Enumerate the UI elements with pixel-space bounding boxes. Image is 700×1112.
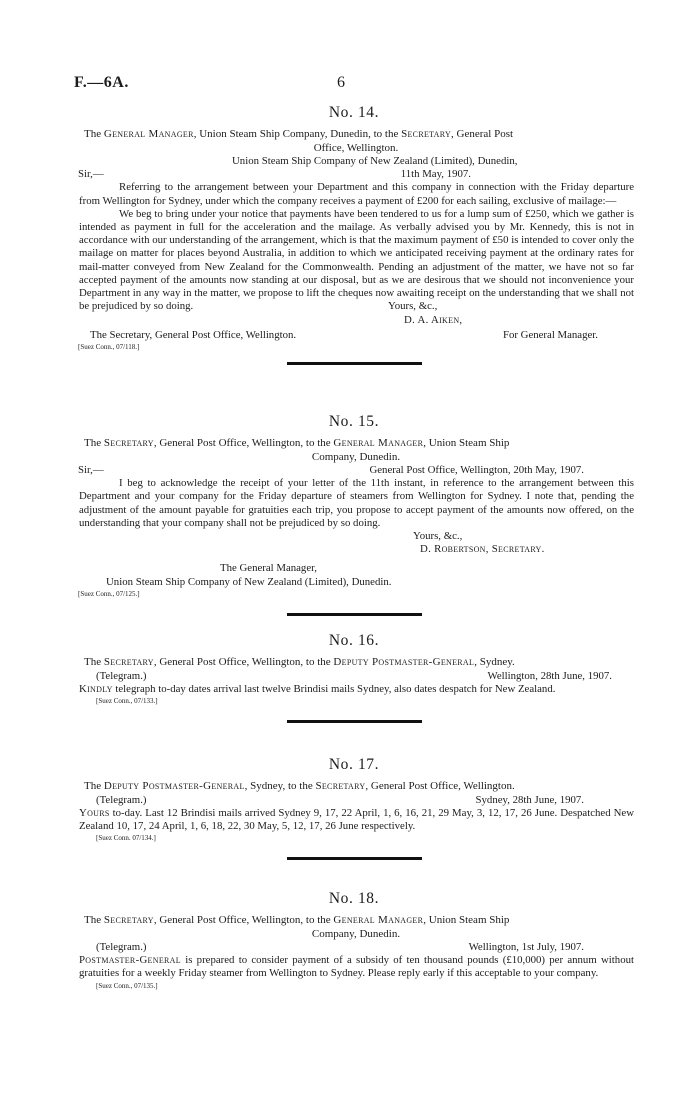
- letter-number: No. 18.: [328, 890, 380, 907]
- addressee: The Secretary, General Post Office, Wellington.: [90, 328, 297, 341]
- letter-place: Union Steam Ship Company of New Zealand (Limited), Dunedin,: [232, 155, 518, 167]
- letter-heading: The Deputy Postmaster-General, Sydney, to the Secretary, General Post Office, Wellington.: [84, 780, 515, 792]
- signer-title: For General Manager.: [502, 328, 598, 341]
- section-divider: [287, 613, 422, 616]
- letter-place-date: General Post Office, Wellington, 20th May, 1907.: [369, 464, 584, 476]
- body-paragraph: I beg to acknowledge the receipt of your letter of the 11th instant, in reference to the arrangement between this Department and your company for the Friday departure of steamers from Wellington for Sydney. I note that, pending the adjustment of the amount payable for gratuities each trip, you propose to accept payment of the amounts now offered, on the understanding that your company shall not be prejudiced by so doing.: [79, 477, 634, 529]
- file-reference: [Suez Conn., 07/133.]: [96, 696, 158, 705]
- letter-number: No. 14.: [328, 104, 380, 121]
- letter-heading: The Secretary, General Post Office, Wellington, to the Deputy Postmaster-General, Sydney.: [84, 656, 515, 668]
- file-reference: [Suez Conn., 07/135.]: [96, 981, 158, 990]
- letter-number: No. 15.: [328, 413, 380, 430]
- telegram-label: (Telegram.): [96, 669, 147, 682]
- body-paragraph: Referring to the arrangement between your Department and this company in connection with the Friday departure from Wellington for Sydney, under which the company receives a payment of £200 for each sailing, exclusive of mailage:—: [79, 181, 634, 207]
- salutation-date-row: [74, 168, 634, 181]
- telegram-label: (Telegram.): [96, 793, 147, 806]
- letter-number: No. 16.: [328, 632, 380, 649]
- section-divider: [287, 720, 422, 723]
- telegram-date-row: [74, 794, 634, 807]
- file-reference: [Suez Conn., 07/118.]: [78, 343, 140, 352]
- letter-no-15: [74, 413, 634, 616]
- addressee-row: [74, 329, 634, 342]
- page-number: 6: [337, 74, 345, 91]
- letter-place-date: Sydney, 28th June, 1907.: [475, 793, 584, 806]
- salutation-date-row: [74, 464, 634, 477]
- letter-no-17: [74, 756, 634, 860]
- addressee: The General Manager,: [220, 562, 317, 575]
- section-divider: [287, 362, 422, 365]
- letter-no-18: [74, 890, 634, 991]
- signer: D. Robertson, Secretary.: [420, 543, 545, 556]
- addressee: Union Steam Ship Company of New Zealand (Limited), Dunedin.: [106, 575, 392, 588]
- salutation: Sir,—: [78, 464, 104, 476]
- letter-no-14: [74, 104, 634, 365]
- letter-heading: The General Manager, Union Steam Ship Company, Dunedin, to the Secretary, General Post Office, Wellington.: [84, 128, 514, 154]
- letter-heading: The Secretary, General Post Office, Wellington, to the General Manager, Union Steam Ship Company, Dunedin.: [84, 437, 510, 463]
- telegram-body: Yours to-day. Last 12 Brindisi mails arrived Sydney 9, 17, 22 April, 1, 6, 16, 21, 29 May, 3, 12, 17, 26 June. Despatched New Zealand 10, 17, 24 April, 1, 6, 18, 22, 30 May, 5, 12, 17, 26 June respectively.: [79, 806, 634, 832]
- signer: D. A. Aiken,: [404, 313, 463, 326]
- telegram-body: Postmaster-General is prepared to consider payment of a subsidy of ten thousand pounds (£10,000) per annum without gratuities for a weekly Friday steamer from Wellington to Sydney. Please reply early if this acceptable to your company.: [79, 954, 634, 980]
- file-reference: [Suez Conn., 07/125.]: [78, 589, 140, 598]
- letter-no-16: [74, 632, 634, 723]
- telegram-date-row: [74, 941, 634, 954]
- document-code: F.—6A.: [74, 74, 129, 91]
- telegram-body: Kindly telegraph to-day dates arrival last twelve Brindisi mails Sydney, also dates despatch for New Zealand.: [79, 682, 556, 695]
- letter-number: No. 17.: [328, 756, 380, 773]
- letter-place-date: Wellington, 1st July, 1907.: [468, 941, 584, 953]
- letter-heading: The Secretary, General Post Office, Wellington, to the General Manager, Union Steam Ship Company, Dunedin.: [84, 914, 510, 940]
- letter-place-date: Wellington, 28th June, 1907.: [487, 669, 612, 682]
- closing: Yours, &c.,: [413, 530, 463, 543]
- section-divider: [287, 857, 422, 860]
- closing: Yours, &c.,: [388, 300, 438, 313]
- salutation: Sir,—: [78, 168, 104, 181]
- body-paragraph: We beg to bring under your notice that payments have been tendered to us for a lump sum of £250, which we gather is intended as payment in full for the acceleration and the mailage. As verbally advised you by Mr. Kennedy, this is not in accordance with our understanding of the arrangement, which is that the maximum payment of £50 is intended to cover only the mailage on matter for places beyond Australia, in addition to which we anticipated receiving payment at the ordinary rates for mail-matter conveyed from New Zealand for the Commonwealth. Pending an adjustment of the matter, we have not so far accepted payment of the amounts now standing at our disposal, but as we are desirous that we should not inconvenience your Department in any way in the matter, we propose to lift the cheques now awaiting receipt on the understanding that we shall not be prejudiced by so doing.: [79, 207, 634, 313]
- file-reference: [Suez Conn. 07/134.]: [96, 834, 156, 843]
- letter-date: 11th May, 1907.: [400, 168, 471, 181]
- telegram-date-row: [74, 670, 634, 683]
- telegram-label: (Telegram.): [96, 941, 147, 953]
